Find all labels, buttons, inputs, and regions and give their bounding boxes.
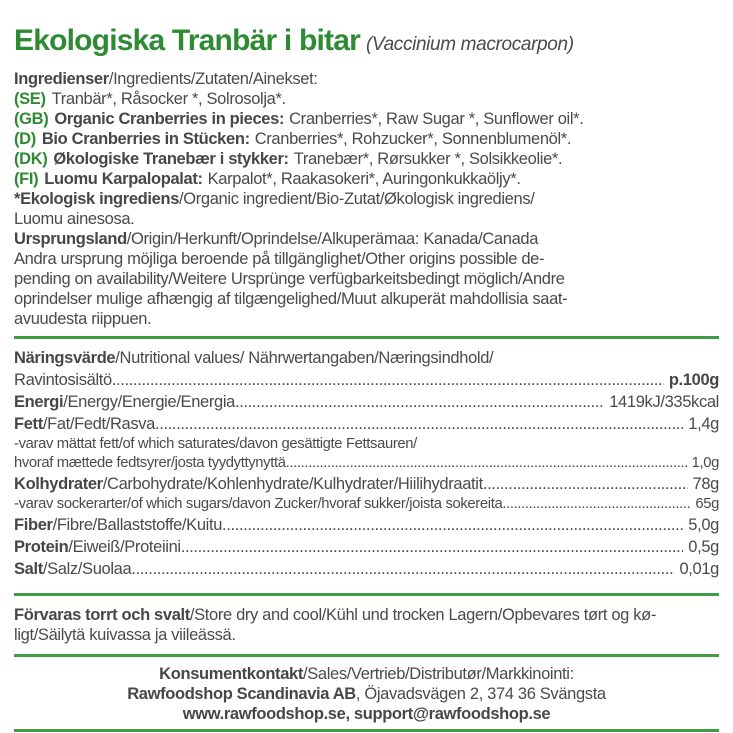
fat-label-bold: Fett: [14, 415, 43, 433]
origin-note-line: Andra ursprung möjliga beroende på tillgänglighet/Other origins possible de-: [14, 250, 545, 268]
fat-row: [14, 413, 719, 435]
ingredients-heading: [14, 69, 719, 89]
salt-value: 0,01g: [679, 560, 719, 578]
salt-label-rest: /Salz/Suolaa: [42, 560, 132, 578]
carbs-label-bold: Kolhydrater: [14, 475, 103, 493]
storage-section: [14, 605, 719, 645]
nutrition-section: [14, 347, 719, 580]
divider-line: [14, 336, 719, 339]
latin-species-name: (Vaccinium macrocarpon): [365, 34, 574, 55]
origin-note-line: avuudesta riippuen.: [14, 310, 152, 328]
ingredient-text-se: Tranbär*, Råsocker *, Solrosolja*.: [51, 90, 286, 108]
dot-leader: [286, 454, 687, 473]
protein-label-bold: Protein: [14, 538, 69, 556]
origin-rest: /Origin/Herkunft/Oprindelse/Alkuperämaa: Kanada/Canada: [126, 230, 539, 248]
ingredient-text-gb: Cranberries*, Raw Sugar *, Sunflower oil*.: [289, 110, 584, 128]
origin-bold: Ursprungsland: [14, 230, 127, 248]
saturates-row: [14, 454, 719, 473]
saturates-label: hvoraf mættede fedtsyrer/josta tyydyttynyttä: [14, 455, 286, 471]
company-name: Rawfoodshop Scandinavia AB: [127, 685, 356, 703]
fat-label-rest: /Fat/Fedt/Rasva: [42, 415, 155, 433]
protein-row: [14, 536, 719, 558]
dot-leader: [181, 536, 684, 558]
energy-label-rest: /Energy/Energie/Energia: [63, 393, 235, 411]
dot-leader: [112, 369, 664, 391]
organic-note-line2: Luomu ainesosa.: [14, 210, 135, 228]
ingredient-line-dk: [14, 149, 719, 169]
nutrition-heading: [14, 347, 493, 369]
ingredient-text-dk: Tranebær*, Rørsukker *, Solsikkeolie*.: [293, 150, 563, 168]
storage-rest: /Store dry and cool/Kühl und trocken Lagern/Opbevares tørt og kø-: [189, 606, 657, 624]
ingredient-bold-fi: Luomu Karpalopalat:: [44, 170, 203, 188]
salt-label-bold: Salt: [14, 560, 43, 578]
per-100g-label: Ravintosisältö: [14, 371, 112, 389]
energy-row: [14, 391, 719, 413]
ingredient-line-gb: [14, 109, 719, 129]
fiber-label-rest: /Fibre/Ballaststoffe/Kuitu: [52, 516, 223, 534]
fiber-label-bold: Fiber: [14, 516, 53, 534]
storage-line1: [14, 605, 719, 625]
lang-code-se: (SE): [14, 90, 46, 108]
ingredients-heading-bold: Ingredienser: [14, 70, 109, 88]
energy-label-bold: Energi: [14, 393, 64, 411]
ingredient-bold-dk: Økologiske Tranebær i stykker:: [53, 150, 289, 168]
ingredient-line-d: [14, 129, 719, 149]
origin-line: [14, 229, 719, 249]
nutrition-heading-row: [14, 347, 719, 369]
ingredient-bold-d: Bio Cranberries in Stücken:: [41, 130, 250, 148]
dot-leader: [222, 514, 683, 536]
divider-line: [14, 729, 719, 732]
contact-heading-bold: Konsumentkontakt: [159, 665, 303, 683]
per-100g-value: p.100g: [668, 371, 719, 389]
storage-line2: ligt/Säilytä kuivassa ja viileässä.: [14, 626, 236, 644]
sugars-label: -varav sockerarter/of which sugars/davon Zucker/hvoraf sukker/joista sokereita: [14, 496, 503, 512]
carbohydrate-row: [14, 473, 719, 495]
fiber-row: [14, 514, 719, 536]
ingredient-text-fi: Karpalot*, Raakasokeri*, Auringonkukkaöljy*.: [207, 170, 521, 188]
lang-code-fi: (FI): [14, 170, 39, 188]
organic-note-line1: [14, 189, 719, 209]
organic-note-rest: /Organic ingredient/Bio-Zutat/Økologisk ingrediens/: [179, 190, 535, 208]
nutrition-heading-bold: Näringsvärde: [14, 349, 116, 367]
organic-note-bold: *Ekologisk ingrediens: [14, 190, 180, 208]
ingredients-heading-rest: /Ingredients/Zutaten/Ainekset:: [108, 70, 318, 88]
saturates-value: 1,0g: [691, 455, 719, 471]
fat-value: 1,4g: [688, 415, 719, 433]
dot-leader: [235, 391, 604, 413]
label-header: [14, 24, 719, 58]
ingredient-line-fi: [14, 169, 719, 189]
origin-note-line: pending on availability/Weitere Ursprünge verfügbarkeitsbedingt möglich/Andre: [14, 270, 565, 288]
contact-heading: [14, 664, 719, 684]
energy-value: 1419kJ/335kcal: [609, 393, 719, 411]
lang-code-d: (D): [14, 130, 36, 148]
carbs-label-rest: /Carbohydrate/Kohlenhydrate/Kulhydrater/Hiilihydraatit: [102, 475, 483, 493]
contact-heading-rest: /Sales/Vertrieb/Distributør/Markkinointi:: [303, 665, 574, 683]
ingredients-section: [14, 69, 719, 329]
divider-line: [14, 654, 719, 657]
storage-bold: Förvaras torrt och svalt: [14, 606, 190, 624]
protein-value: 0,5g: [688, 538, 719, 556]
contact-address: [14, 684, 719, 704]
saturates-line1: -varav mättat fett/of which saturates/davon gesättigte Fettsauren/: [14, 436, 417, 452]
ingredient-text-d: Cranberries*, Rohzucker*, Sonnenblumenöl*.: [254, 130, 572, 148]
contact-web-email: www.rawfoodshop.se, support@rawfoodshop.se: [182, 705, 551, 723]
ingredient-line-se: [14, 89, 719, 109]
divider-line: [14, 593, 719, 596]
product-title: Ekologiska Tranbär i bitar: [14, 24, 360, 57]
dot-leader: [155, 413, 683, 435]
nutrition-heading-rest: /Nutritional values/ Nährwertangaben/Næringsindhold/: [115, 349, 494, 367]
lang-code-gb: (GB): [14, 110, 49, 128]
fiber-value: 5,0g: [688, 516, 719, 534]
dot-leader: [483, 473, 688, 495]
contact-section: [14, 664, 719, 724]
lang-code-dk: (DK): [14, 150, 48, 168]
ingredient-bold-gb: Organic Cranberries in pieces:: [54, 110, 285, 128]
sugars-value: 65g: [695, 496, 719, 512]
sugars-row: [14, 495, 719, 514]
per-100g-row: [14, 369, 719, 391]
protein-label-rest: /Eiweiß/Proteiini: [68, 538, 181, 556]
dot-leader: [131, 558, 674, 580]
dot-leader: [502, 495, 690, 514]
company-address: , Öjavadsvägen 2, 374 36 Svängsta: [355, 685, 606, 703]
origin-note-line: oprindelser mulige afhængig af tilgængelighed/Muut alkuperät mahdollisia saat-: [14, 290, 568, 308]
salt-row: [14, 558, 719, 580]
carbs-value: 78g: [692, 475, 719, 493]
